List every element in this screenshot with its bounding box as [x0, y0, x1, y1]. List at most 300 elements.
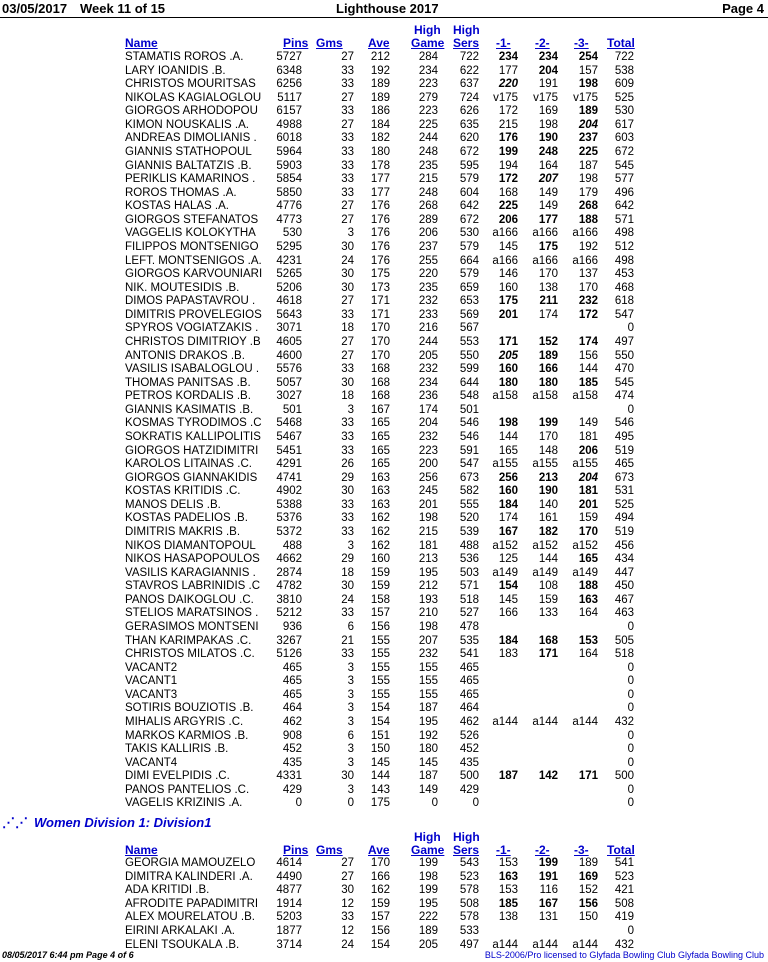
high-game: 248 — [418, 186, 438, 199]
high-game: 256 — [418, 471, 438, 484]
game-1: 160 — [498, 281, 518, 294]
games: 33 — [341, 64, 354, 77]
game-3: 204 — [578, 471, 598, 484]
high-series: 503 — [459, 566, 479, 579]
bowler-name: VACANT1 — [125, 675, 178, 688]
series-total: 495 — [614, 430, 634, 443]
series-total: 498 — [614, 254, 634, 267]
high-game: 187 — [418, 702, 438, 715]
high-series: 579 — [459, 173, 479, 186]
bowler-name: KOSMAS TYRODIMOS .C — [125, 417, 262, 430]
pins: 5126 — [276, 648, 302, 661]
high-game: 149 — [418, 783, 438, 796]
average: 171 — [370, 308, 390, 321]
average: 212 — [370, 51, 390, 63]
game-1: 234 — [498, 51, 518, 63]
table-row — [0, 621, 768, 634]
high-game: 199 — [418, 857, 438, 869]
games: 3 — [347, 403, 354, 416]
table-row — [0, 716, 768, 729]
game-1: 172 — [498, 173, 518, 186]
game-2: 164 — [538, 159, 558, 172]
bowler-name: ELENI TSOUKALA .B. — [125, 938, 240, 951]
game-2: a152 — [532, 539, 558, 552]
game-2: 177 — [538, 213, 558, 226]
col-total: Total — [607, 36, 635, 50]
average: 170 — [370, 857, 390, 869]
game-1: a144 — [492, 715, 518, 728]
games: 33 — [341, 607, 354, 620]
pins: 3027 — [276, 390, 302, 403]
high-game: 220 — [418, 268, 438, 281]
average: 175 — [370, 797, 390, 810]
series-total: 519 — [614, 444, 634, 457]
game-2: 116 — [539, 884, 558, 897]
bowler-name: LEFT. MONTSENIGOS .A. — [125, 254, 262, 267]
bowler-name: CHRISTOS DIMITRIOY .B — [125, 335, 261, 348]
col-name: Name — [125, 36, 158, 50]
game-3: 156 — [578, 349, 598, 362]
games: 0 — [347, 797, 354, 810]
col-total: Total — [607, 843, 635, 857]
high-series: 595 — [459, 159, 479, 172]
pins: 5117 — [277, 91, 302, 104]
high-series: 530 — [459, 227, 479, 240]
game-3: 225 — [578, 145, 598, 158]
table-row — [0, 92, 768, 105]
game-3: 188 — [578, 213, 598, 226]
pins: 1914 — [276, 897, 302, 910]
high-series: 429 — [459, 783, 479, 796]
average: 171 — [370, 295, 390, 308]
game-1: 153 — [498, 857, 518, 869]
series-total: 421 — [614, 884, 634, 897]
game-1: a144 — [492, 938, 518, 951]
high-game: 206 — [418, 227, 438, 240]
game-1: 176 — [498, 132, 518, 145]
game-1: 206 — [498, 213, 518, 226]
average: 150 — [370, 743, 390, 756]
pins: 435 — [282, 756, 302, 769]
average: 186 — [370, 105, 390, 118]
pins: 5451 — [276, 444, 302, 457]
game-1: 138 — [498, 911, 518, 924]
bowler-name: PERIKLIS KAMARINOS . — [125, 173, 256, 186]
high-game: 216 — [418, 322, 438, 335]
bowler-name: CHRISTOS MILATOS .C. — [125, 648, 255, 661]
high-series: 664 — [459, 254, 479, 267]
bowler-name: DIMITRA KALINDERI .A. — [125, 870, 253, 883]
high-series: 553 — [459, 335, 479, 348]
games: 24 — [341, 254, 354, 267]
games: 33 — [341, 145, 354, 158]
pins: 4877 — [276, 884, 302, 897]
games: 3 — [347, 661, 354, 674]
series-total: 525 — [614, 498, 634, 511]
series-total: 722 — [614, 51, 634, 63]
games: 26 — [341, 458, 354, 471]
series-total: 609 — [614, 78, 634, 91]
game-2: 234 — [538, 51, 558, 63]
average: 178 — [370, 159, 390, 172]
high-series: 578 — [459, 911, 479, 924]
game-3: 137 — [578, 268, 598, 281]
game-1: 145 — [498, 593, 518, 606]
table-row — [0, 512, 768, 525]
high-game: 232 — [418, 430, 438, 443]
high-series: 526 — [459, 729, 479, 742]
bowler-name: KOSTAS PADELIOS .B. — [125, 512, 248, 525]
game-1: 180 — [498, 376, 518, 389]
game-2: 170 — [538, 430, 558, 443]
report-week: Week 11 of 15 — [80, 1, 166, 16]
high-series: 579 — [459, 240, 479, 253]
game-3: a158 — [572, 390, 598, 403]
average: 159 — [370, 566, 390, 579]
game-2: 248 — [538, 145, 558, 158]
series-total: 550 — [614, 349, 634, 362]
games: 33 — [341, 498, 354, 511]
series-total: 0 — [627, 661, 634, 674]
games: 30 — [341, 580, 354, 593]
pins: 4902 — [276, 485, 302, 498]
high-game: 255 — [418, 254, 438, 267]
high-game: 187 — [418, 770, 438, 783]
table-row — [0, 200, 768, 213]
average: 168 — [370, 363, 390, 376]
high-game: 225 — [418, 118, 438, 131]
game-2: 190 — [538, 485, 558, 498]
table-row — [0, 241, 768, 254]
average: 154 — [370, 715, 390, 728]
pins: 4782 — [276, 580, 302, 593]
game-3: a144 — [572, 938, 598, 951]
high-game: 181 — [418, 539, 438, 552]
table-row — [0, 336, 768, 349]
average: 156 — [370, 620, 390, 633]
pins: 5467 — [276, 430, 302, 443]
table-row — [0, 132, 768, 145]
high-series: 518 — [459, 593, 479, 606]
bowler-name: DIMITRIS MAKRIS .B. — [125, 525, 241, 538]
average: 158 — [370, 593, 390, 606]
games: 3 — [347, 688, 354, 701]
game-3: 165 — [578, 553, 598, 566]
pins: 452 — [282, 743, 302, 756]
table-row — [0, 635, 768, 648]
bowler-name: FILIPPOS MONTSENIGO — [125, 240, 259, 253]
high-game: 223 — [418, 105, 438, 118]
game-3: 172 — [578, 308, 598, 321]
series-total: 518 — [614, 648, 634, 661]
game-2: 175 — [538, 240, 558, 253]
high-game: 215 — [418, 525, 438, 538]
average: 143 — [370, 783, 390, 796]
series-total: 505 — [614, 634, 634, 647]
high-series: 622 — [459, 64, 479, 77]
average: 167 — [370, 403, 390, 416]
high-series: 569 — [459, 308, 479, 321]
col-gms: Gms — [316, 36, 343, 50]
series-total: 498 — [614, 227, 634, 240]
col-game-2: -2- — [535, 843, 550, 857]
game-2: 169 — [538, 105, 558, 118]
pins: 465 — [282, 661, 302, 674]
game-3: 153 — [578, 634, 598, 647]
series-total: 463 — [614, 607, 634, 620]
game-3: a155 — [572, 458, 598, 471]
table-row — [0, 187, 768, 200]
game-3: 187 — [578, 159, 598, 172]
game-2: 138 — [538, 281, 558, 294]
col-high-game-top: High — [414, 23, 441, 37]
games: 33 — [341, 132, 354, 145]
table-row — [0, 431, 768, 444]
series-total: 0 — [627, 322, 634, 335]
pins: 4618 — [276, 295, 302, 308]
game-2: 152 — [538, 335, 558, 348]
pins: 4490 — [276, 870, 302, 883]
series-total: 432 — [614, 715, 634, 728]
game-1: a166 — [492, 254, 518, 267]
series-total: 432 — [614, 938, 634, 951]
game-2: 174 — [538, 308, 558, 321]
table-row — [0, 702, 768, 715]
average: 173 — [370, 281, 390, 294]
games: 33 — [341, 173, 354, 186]
high-game: 232 — [418, 648, 438, 661]
game-1: a166 — [492, 227, 518, 240]
high-series: 501 — [459, 403, 479, 416]
pins: 4773 — [276, 213, 302, 226]
bowler-name: VAGELIS KRIZINIS .A. — [125, 797, 243, 810]
game-2: a166 — [532, 254, 558, 267]
average: 162 — [370, 539, 390, 552]
series-total: 577 — [614, 173, 634, 186]
bowler-name: VAGGELIS KOLOKYTHA — [125, 227, 256, 240]
game-1: 145 — [498, 240, 518, 253]
high-game: 279 — [418, 91, 438, 104]
high-game: 201 — [418, 498, 438, 511]
high-series: 578 — [459, 884, 479, 897]
high-game: 200 — [418, 458, 438, 471]
game-1: 199 — [498, 145, 518, 158]
bowler-name: GIANNIS STATHOPOUL — [125, 145, 252, 158]
games: 30 — [341, 770, 354, 783]
table-row — [0, 322, 768, 335]
series-total: 512 — [614, 240, 634, 253]
high-series: 465 — [459, 675, 479, 688]
col-ave: Ave — [368, 843, 390, 857]
average: 162 — [370, 884, 390, 897]
game-1: a149 — [492, 566, 518, 579]
game-2: 211 — [539, 295, 558, 308]
average: 154 — [370, 938, 390, 951]
pins: 530 — [282, 227, 302, 240]
bowler-name: PANOS PANTELIOS .C. — [125, 783, 250, 796]
series-total: 672 — [614, 145, 634, 158]
game-1: 187 — [498, 770, 518, 783]
high-game: 192 — [418, 729, 438, 742]
pins: 5850 — [276, 186, 302, 199]
game-1: 201 — [498, 308, 518, 321]
games: 27 — [341, 51, 354, 63]
average: 162 — [370, 512, 390, 525]
games: 3 — [347, 715, 354, 728]
bowler-name: STAVROS LABRINIDIS .C — [125, 580, 261, 593]
table-row — [0, 255, 768, 268]
game-3: 268 — [578, 200, 598, 213]
table-row — [0, 119, 768, 132]
table-row — [0, 390, 768, 403]
high-series: 533 — [459, 925, 479, 937]
average: 163 — [370, 471, 390, 484]
game-3: 198 — [578, 78, 598, 91]
game-2: 133 — [538, 607, 558, 620]
pins: 936 — [282, 620, 302, 633]
average: 165 — [370, 417, 390, 430]
average: 145 — [370, 756, 390, 769]
game-2: 148 — [538, 444, 558, 457]
bowler-name: NIKOS HASAPOPOULOS — [125, 553, 260, 566]
high-series: 478 — [459, 620, 479, 633]
bowler-name: STELIOS MARATSINOS . — [125, 607, 259, 620]
series-total: 453 — [614, 268, 634, 281]
table-row — [0, 689, 768, 702]
game-3: a152 — [572, 539, 598, 552]
bowler-name: CHRISTOS MOURITSAS — [125, 78, 256, 91]
table-row — [0, 567, 768, 580]
games: 3 — [347, 783, 354, 796]
table-row — [0, 445, 768, 458]
table-row — [0, 730, 768, 743]
series-total: 456 — [614, 539, 634, 552]
game-2: 171 — [538, 648, 558, 661]
game-1: 256 — [498, 471, 518, 484]
high-series: 523 — [459, 870, 479, 883]
bowler-name: GIORGOS KARVOUNIARI — [125, 268, 263, 281]
series-total: 531 — [614, 485, 634, 498]
series-total: 0 — [627, 729, 634, 742]
game-3: 189 — [578, 857, 598, 869]
high-game: 198 — [418, 870, 438, 883]
table-row — [0, 757, 768, 770]
average: 189 — [370, 78, 390, 91]
col-game-1: -1- — [496, 36, 511, 50]
game-1: 144 — [498, 430, 518, 443]
pins: 5212 — [276, 607, 302, 620]
bowler-name: ALEX MOURELATOU .B. — [125, 911, 255, 924]
high-game: 195 — [418, 897, 438, 910]
game-2: 199 — [538, 857, 558, 869]
table-row — [0, 214, 768, 227]
bowler-name: MARKOS KARMIOS .B. — [125, 729, 249, 742]
bowler-name: ANTONIS DRAKOS .B. — [125, 349, 245, 362]
game-3: 237 — [578, 132, 598, 145]
game-3: 201 — [578, 498, 598, 511]
average: 157 — [370, 607, 390, 620]
high-series: 500 — [459, 770, 479, 783]
pins: 5295 — [276, 240, 302, 253]
table-row — [0, 377, 768, 390]
average: 163 — [370, 498, 390, 511]
pins: 4776 — [276, 200, 302, 213]
average: 163 — [370, 485, 390, 498]
pins: 5854 — [276, 173, 302, 186]
games: 33 — [341, 444, 354, 457]
series-total: 470 — [614, 363, 634, 376]
game-1: 166 — [498, 607, 518, 620]
table-row — [0, 871, 768, 884]
series-total: 468 — [614, 281, 634, 294]
series-total: 618 — [614, 295, 634, 308]
average: 165 — [370, 458, 390, 471]
series-total: 474 — [614, 390, 634, 403]
series-total: 419 — [614, 911, 634, 924]
game-1: 160 — [498, 363, 518, 376]
game-2: 166 — [538, 363, 558, 376]
games: 33 — [341, 78, 354, 91]
game-2: 190 — [538, 132, 558, 145]
table-row — [0, 770, 768, 783]
pins: 488 — [282, 539, 302, 552]
high-series: 548 — [459, 390, 479, 403]
high-game: 195 — [418, 566, 438, 579]
high-game: 155 — [418, 661, 438, 674]
games: 33 — [341, 363, 354, 376]
table-row — [0, 911, 768, 924]
games: 33 — [341, 512, 354, 525]
bowler-name: STAMATIS ROROS .A. — [125, 51, 244, 63]
col-high-game: Game — [411, 36, 445, 50]
series-total: 523 — [614, 870, 634, 883]
bowler-name: VACANT4 — [125, 756, 178, 769]
games: 33 — [341, 105, 354, 118]
series-total: 538 — [614, 64, 634, 77]
high-series: 508 — [459, 897, 479, 910]
series-total: 450 — [614, 580, 634, 593]
games: 24 — [341, 593, 354, 606]
table-row — [0, 146, 768, 159]
bowler-name: GERASIMOS MONTSENI — [125, 620, 259, 633]
bowler-name: EIRINI ARKALAKI .A. — [125, 925, 235, 937]
game-3: a166 — [572, 254, 598, 267]
high-game: 245 — [418, 485, 438, 498]
pins: 465 — [282, 675, 302, 688]
series-total: 0 — [627, 403, 634, 416]
pins: 5727 — [276, 51, 302, 63]
series-total: 508 — [614, 897, 634, 910]
table-row — [0, 160, 768, 173]
high-series: 0 — [472, 797, 479, 810]
col-ave: Ave — [368, 36, 390, 50]
game-2: 167 — [538, 897, 558, 910]
high-series: 673 — [459, 471, 479, 484]
games: 21 — [341, 634, 354, 647]
high-game: 289 — [418, 213, 438, 226]
high-game: 198 — [418, 620, 438, 633]
pins: 5903 — [276, 159, 302, 172]
games: 27 — [341, 200, 354, 213]
pins: 5964 — [276, 145, 302, 158]
pins: 4741 — [276, 471, 302, 484]
high-series: 527 — [459, 607, 479, 620]
game-3: 254 — [578, 51, 598, 63]
average: 176 — [370, 240, 390, 253]
game-1: 175 — [498, 295, 518, 308]
high-game: 0 — [431, 797, 438, 810]
game-2: a155 — [532, 458, 558, 471]
